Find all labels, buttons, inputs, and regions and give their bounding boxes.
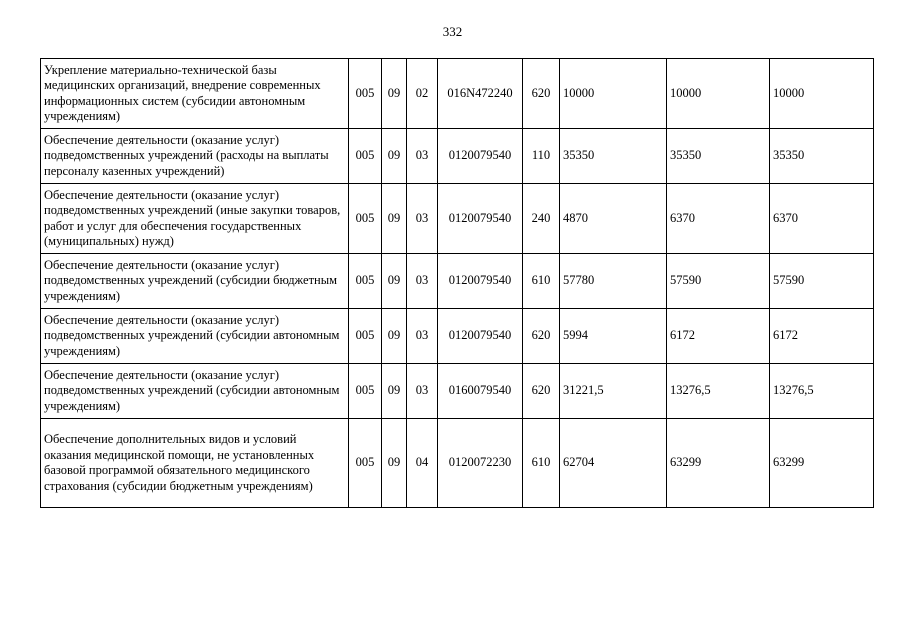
amount-year-2: 6370 (667, 184, 770, 254)
subsection-code: 03 (407, 364, 438, 419)
section-code: 09 (382, 184, 407, 254)
section-code: 09 (382, 309, 407, 364)
target-item-code: 016N472240 (438, 59, 523, 129)
table-row (41, 254, 874, 309)
table-row (41, 59, 874, 129)
expense-type-code: 620 (523, 59, 560, 129)
amount-year-3: 35350 (770, 129, 874, 184)
amount-year-2: 57590 (667, 254, 770, 309)
grbs-code: 005 (349, 309, 382, 364)
target-item-code: 0120079540 (438, 254, 523, 309)
amount-year-2: 35350 (667, 129, 770, 184)
amount-year-3: 6172 (770, 309, 874, 364)
grbs-code: 005 (349, 184, 382, 254)
subsection-code: 03 (407, 254, 438, 309)
row-description: Обеспечение деятельности (оказание услуг) подведомственных учреждений (субсидии автономным учреждениям) (41, 364, 349, 419)
subsection-code: 03 (407, 184, 438, 254)
amount-year-3: 6370 (770, 184, 874, 254)
amount-year-3: 57590 (770, 254, 874, 309)
subsection-code: 02 (407, 59, 438, 129)
budget-table (40, 58, 874, 508)
amount-year-1: 62704 (560, 419, 667, 508)
table-row (41, 309, 874, 364)
table-row (41, 184, 874, 254)
expense-type-code: 110 (523, 129, 560, 184)
table-row (41, 129, 874, 184)
expense-type-code: 610 (523, 419, 560, 508)
target-item-code: 0120079540 (438, 309, 523, 364)
target-item-code: 0160079540 (438, 364, 523, 419)
amount-year-1: 10000 (560, 59, 667, 129)
grbs-code: 005 (349, 59, 382, 129)
expense-type-code: 620 (523, 364, 560, 419)
amount-year-2: 10000 (667, 59, 770, 129)
row-description: Обеспечение деятельности (оказание услуг) подведомственных учреждений (субсидии бюджетным учреждениям) (41, 254, 349, 309)
section-code: 09 (382, 419, 407, 508)
grbs-code: 005 (349, 254, 382, 309)
amount-year-2: 63299 (667, 419, 770, 508)
grbs-code: 005 (349, 364, 382, 419)
target-item-code: 0120079540 (438, 184, 523, 254)
page-number: 332 (442, 24, 463, 39)
target-item-code: 0120072230 (438, 419, 523, 508)
expense-type-code: 620 (523, 309, 560, 364)
amount-year-3: 13276,5 (770, 364, 874, 419)
grbs-code: 005 (349, 129, 382, 184)
section-code: 09 (382, 129, 407, 184)
row-description: Обеспечение деятельности (оказание услуг) подведомственных учреждений (иные закупки товаров, работ и услуг для обеспечения государственных (муниципальных) нужд) (41, 184, 349, 254)
amount-year-2: 6172 (667, 309, 770, 364)
table-row (41, 419, 874, 508)
amount-year-1: 35350 (560, 129, 667, 184)
amount-year-1: 31221,5 (560, 364, 667, 419)
expense-type-code: 240 (523, 184, 560, 254)
subsection-code: 03 (407, 129, 438, 184)
section-code: 09 (382, 364, 407, 419)
table-row (41, 364, 874, 419)
amount-year-3: 10000 (770, 59, 874, 129)
amount-year-1: 5994 (560, 309, 667, 364)
row-description: Обеспечение дополнительных видов и условий оказания медицинской помощи, не установленных базовой программой обязательного медицинского страхования (субсидии бюджетным учреждениям) (41, 419, 349, 508)
amount-year-2: 13276,5 (667, 364, 770, 419)
target-item-code: 0120079540 (438, 129, 523, 184)
expense-type-code: 610 (523, 254, 560, 309)
subsection-code: 04 (407, 419, 438, 508)
section-code: 09 (382, 254, 407, 309)
amount-year-1: 4870 (560, 184, 667, 254)
subsection-code: 03 (407, 309, 438, 364)
row-description: Укрепление материально-технической базы медицинских организаций, внедрение современных информационных систем (субсидии автономным учреждениям) (41, 59, 349, 129)
amount-year-3: 63299 (770, 419, 874, 508)
grbs-code: 005 (349, 419, 382, 508)
amount-year-1: 57780 (560, 254, 667, 309)
row-description: Обеспечение деятельности (оказание услуг) подведомственных учреждений (субсидии автономным учреждениям) (41, 309, 349, 364)
section-code: 09 (382, 59, 407, 129)
row-description: Обеспечение деятельности (оказание услуг) подведомственных учреждений (расходы на выплаты персоналу казенных учреждений) (41, 129, 349, 184)
